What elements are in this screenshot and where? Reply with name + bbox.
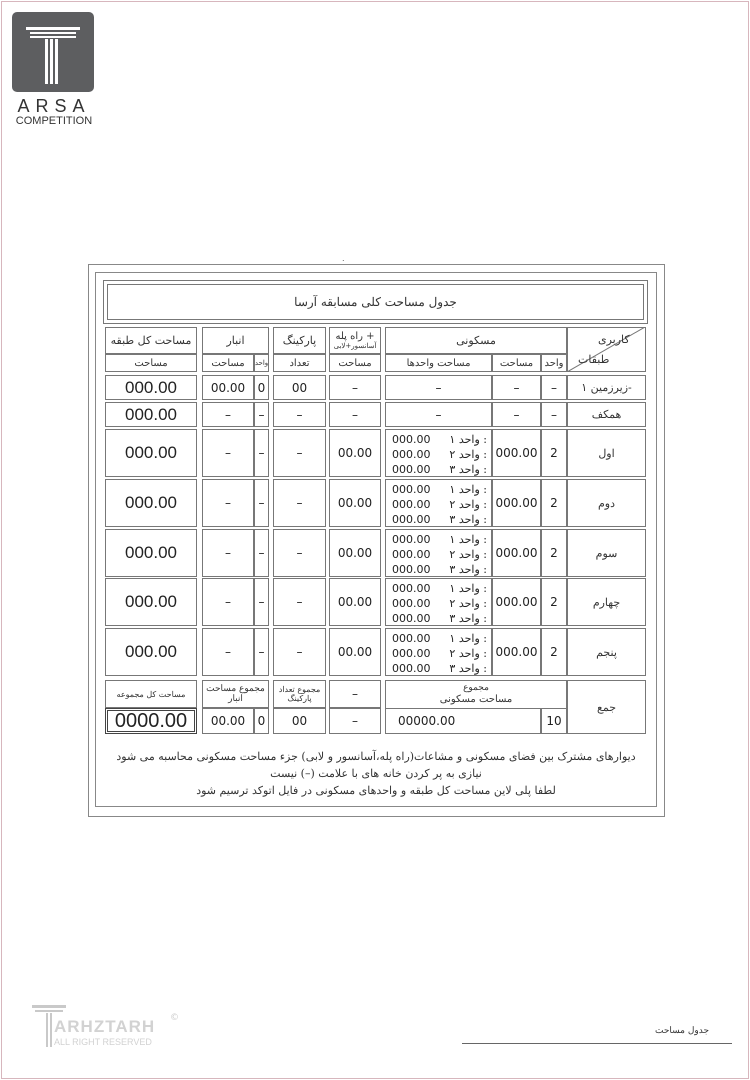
watermark-logo [30, 1003, 180, 1053]
unit-area-line [392, 547, 487, 562]
unit-area-line [392, 447, 487, 462]
row-floor: دوم [567, 479, 646, 527]
row-unit-areas [385, 429, 492, 477]
sum-res-label-1: مجموع [463, 683, 489, 693]
header-storage: انبار [202, 327, 269, 354]
unit-area-label: واحد ۱ : [449, 433, 487, 446]
watermark-subtitle: ALL RIGHT RESERVED [54, 1037, 152, 1047]
unit-area-line [392, 661, 487, 676]
row-storage-area: – [202, 578, 254, 626]
unit-area-label: واحد ۲ : [449, 548, 487, 561]
unit-area-label: واحد ۲ : [449, 597, 487, 610]
footer-line [462, 1043, 732, 1044]
unit-area-label: واحد ۲ : [449, 498, 487, 511]
unit-area-line [392, 596, 487, 611]
row-units: 2 [541, 578, 567, 626]
logo-subtitle: COMPETITION [15, 115, 93, 127]
row-parking: – [273, 429, 326, 477]
header-stair-sub: آسانسور+لابی [333, 341, 377, 350]
row-storage-area: – [202, 479, 254, 527]
row-total: 000.00 [105, 628, 197, 676]
sum-storage-area: 00.00 [202, 708, 254, 734]
sum-total-value: 0000.00 [105, 708, 197, 734]
sum-stair-value: – [329, 708, 381, 734]
unit-area-value: 000.00 [392, 647, 431, 660]
header-parking-count: تعداد [273, 354, 326, 372]
row-area: 000.00 [492, 479, 541, 527]
row-area: – [492, 375, 541, 400]
row-unit-areas [385, 578, 492, 626]
unit-area-value: 000.00 [392, 632, 431, 645]
unit-areas-list [392, 482, 487, 527]
unit-area-value: 000.00 [392, 612, 431, 625]
unit-area-line [392, 432, 487, 447]
unit-area-line [392, 482, 487, 497]
unit-areas-list [392, 532, 487, 577]
unit-area-label: واحد ۲ : [449, 647, 487, 660]
row-parking: – [273, 578, 326, 626]
unit-areas-list [392, 432, 487, 477]
row-storage-unit: – [254, 628, 269, 676]
row-units: – [541, 402, 567, 427]
sum-storage-label: مجموع مساحت انبار [202, 680, 269, 708]
header-stair-area: مساحت [329, 354, 381, 372]
arsa-logo [12, 12, 96, 127]
row-units: 2 [541, 628, 567, 676]
header-stair [329, 327, 381, 354]
row-area: 000.00 [492, 578, 541, 626]
row-floor: همکف [567, 402, 646, 427]
row-parking: – [273, 529, 326, 577]
unit-area-line [392, 631, 487, 646]
row-stair: 00.00 [329, 628, 381, 676]
header-residential: مسکونی [385, 327, 567, 354]
row-stair: 00.00 [329, 479, 381, 527]
unit-area-label: واحد ۳ : [449, 612, 487, 625]
unit-area-value: 000.00 [392, 582, 431, 595]
sum-res-area: 00000.00 [385, 708, 541, 734]
unit-area-line [392, 497, 487, 512]
note-line: دیوارهای مشترک بین فضای مسکونی و مشاعات(راه پله،آسانسور و لابی) جزء مساحت مسکونی محاسبه می شود [116, 750, 636, 763]
row-floor: پنجم [567, 628, 646, 676]
row-parking: 00 [273, 375, 326, 400]
row-floor: سوم [567, 529, 646, 577]
header-parking: پارکینگ [273, 327, 326, 354]
row-storage-unit: – [254, 479, 269, 527]
row-parking: – [273, 479, 326, 527]
header-usage: کاربری [598, 333, 630, 346]
unit-area-value: 000.00 [392, 662, 431, 675]
unit-area-label: واحد ۱ : [449, 533, 487, 546]
sum-label: جمع [567, 680, 646, 734]
row-total: 000.00 [105, 578, 197, 626]
sum-storage-unit: 0 [254, 708, 269, 734]
unit-area-value: 000.00 [392, 563, 431, 576]
row-units: 2 [541, 479, 567, 527]
sum-total-label: مساحت کل مجموعه [105, 680, 197, 708]
unit-area-line [392, 611, 487, 626]
unit-area-line [392, 462, 487, 477]
row-total: 000.00 [105, 529, 197, 577]
unit-areas-list [392, 631, 487, 676]
unit-area-line [392, 512, 487, 527]
unit-area-label: واحد ۱ : [449, 483, 487, 496]
sum-res-label-2: مساحت مسکونی [439, 694, 513, 705]
header-floors: طبقات [578, 353, 610, 366]
watermark-copyright: © [170, 1013, 179, 1023]
row-units: – [541, 375, 567, 400]
unit-area-value: 000.00 [392, 483, 431, 496]
unit-area-label: واحد ۳ : [449, 563, 487, 576]
sum-res-units: 10 [541, 708, 567, 734]
row-unit-areas [385, 529, 492, 577]
unit-area-value: 000.00 [392, 513, 431, 526]
unit-area-value: 000.00 [392, 533, 431, 546]
row-stair: – [329, 375, 381, 400]
header-res-units: واحد [541, 354, 567, 372]
note-line: نیازی به پر کردن خانه های با علامت (–) نیست [270, 767, 482, 780]
row-unit-areas: – [385, 402, 492, 427]
note-line: لطفا پلی لاین مساحت کل طبقه و واحدهای مسکونی در فایل اتوکد ترسیم شود [196, 784, 556, 797]
row-total: 000.00 [105, 402, 197, 427]
row-storage-unit: – [254, 429, 269, 477]
sum-parking-label: مجموع تعداد پارکینگ [273, 680, 326, 708]
row-units: 2 [541, 429, 567, 477]
row-area: – [492, 402, 541, 427]
footer-label: جدول مساحت [655, 1026, 710, 1036]
row-stair: – [329, 402, 381, 427]
unit-area-label: واحد ۳ : [449, 662, 487, 675]
row-stair: 00.00 [329, 429, 381, 477]
unit-area-line [392, 562, 487, 577]
table-title: جدول مساحت کلی مسابقه آرسا [107, 284, 644, 320]
row-storage-unit: – [254, 402, 269, 427]
row-area: 000.00 [492, 628, 541, 676]
row-floor: چهارم [567, 578, 646, 626]
row-unit-areas [385, 628, 492, 676]
row-storage-unit: – [254, 578, 269, 626]
row-total: 000.00 [105, 375, 197, 400]
row-storage-area: 00.00 [202, 375, 254, 400]
sum-res-label [385, 680, 567, 708]
notes [100, 748, 652, 799]
row-stair: 00.00 [329, 578, 381, 626]
row-stair: 00.00 [329, 529, 381, 577]
header-total: مساحت کل طبقه [105, 327, 197, 354]
row-unit-areas [385, 479, 492, 527]
row-storage-unit: – [254, 529, 269, 577]
unit-area-label: واحد ۱ : [449, 632, 487, 645]
unit-area-value: 000.00 [392, 498, 431, 511]
row-floor: اول [567, 429, 646, 477]
row-units: 2 [541, 529, 567, 577]
row-area: 000.00 [492, 429, 541, 477]
watermark-title: ARHZTARH [54, 1017, 156, 1036]
row-unit-areas: – [385, 375, 492, 400]
row-storage-area: – [202, 429, 254, 477]
row-total: 000.00 [105, 479, 197, 527]
unit-area-value: 000.00 [392, 548, 431, 561]
unit-area-line [392, 532, 487, 547]
row-storage-area: – [202, 529, 254, 577]
logo-mark [12, 12, 94, 92]
unit-area-label: واحد ۱ : [449, 582, 487, 595]
unit-area-value: 000.00 [392, 597, 431, 610]
unit-area-value: 000.00 [392, 433, 431, 446]
header-stair-label: راه پله + [335, 330, 375, 342]
row-storage-area: – [202, 628, 254, 676]
unit-area-label: واحد ۲ : [449, 448, 487, 461]
header-res-area: مساحت [492, 354, 541, 372]
header-res-unit-areas: مساحت واحدها [385, 354, 492, 372]
row-floor: زیرزمین ۱- [567, 375, 646, 400]
header-total-area: مساحت [105, 354, 197, 372]
row-total: 000.00 [105, 429, 197, 477]
center-dot: . [342, 254, 345, 263]
row-area: 000.00 [492, 529, 541, 577]
sum-stair-dash: – [329, 680, 381, 708]
header-storage-area: مساحت [202, 354, 254, 372]
unit-area-label: واحد ۳ : [449, 463, 487, 476]
row-parking: – [273, 628, 326, 676]
unit-area-value: 000.00 [392, 463, 431, 476]
unit-area-label: واحد ۳ : [449, 513, 487, 526]
unit-area-line [392, 646, 487, 661]
table-title-box [103, 280, 648, 324]
header-storage-unit: واحد [254, 354, 269, 372]
unit-areas-list [392, 581, 487, 626]
row-storage-area: – [202, 402, 254, 427]
unit-area-value: 000.00 [392, 448, 431, 461]
row-parking: – [273, 402, 326, 427]
row-storage-unit: 0 [254, 375, 269, 400]
logo-title: ARSA [17, 96, 91, 116]
unit-area-line [392, 581, 487, 596]
sum-parking-value: 00 [273, 708, 326, 734]
